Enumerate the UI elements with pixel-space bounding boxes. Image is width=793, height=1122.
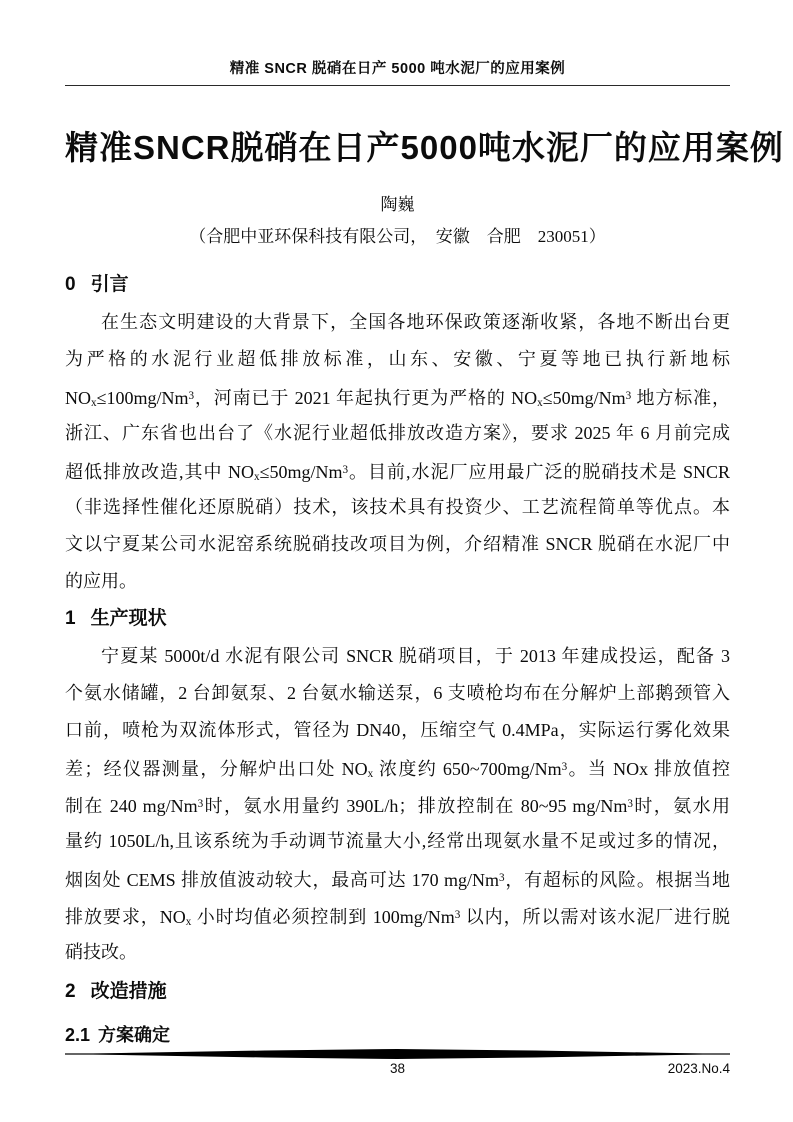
paragraph-intro (65, 304, 730, 600)
page-title: 精准SNCR脱硝在日产5000吨水泥厂的应用案例 (65, 129, 784, 166)
text-line: 量约 1050L/h,且该系统为手动调节流量大小,经常出现氨水量不足或过多的情况， (65, 831, 730, 851)
page-footer (65, 1049, 730, 1079)
section-label: 引言 (90, 274, 129, 295)
text-line: 口前，喷枪为双流体形式，管径为 DN40，压缩空气 0.4MPa，实际运行雾化效果 (65, 720, 730, 740)
text-line: 为严格的水泥行业超低排放标准，山东、安徽、宁夏等地已执行新地标 (65, 349, 730, 369)
running-header-title: 精准 SNCR 脱硝在日产 5000 吨水泥厂的应用案例 (229, 61, 566, 77)
text-line: 烟囱处 CEMS 排放值波动较大，最高可达 170 mg/Nm$^3$，有超标的风险。根据当地 (65, 870, 730, 891)
running-header (65, 0, 730, 86)
footer-text-row (65, 1061, 730, 1079)
page-number: 38 (389, 1061, 406, 1076)
text-line: 超低排放改造,其中 $NO_x\le 50mg/Nm^3$。目前,水泥厂应用最广泛的脱硝技术是 SNCR (65, 462, 730, 484)
text-line: 在生态文明建设的大背景下，全国各地环保政策逐渐收紧，各地不断出台更 (101, 312, 730, 332)
text-line: $NO_x\le 100mg/Nm^3$，河南已于 2021 年起执行更为严格的 $NO_x\le 50mg/Nm^3$ 地方标准， (65, 388, 730, 410)
text-line: 宁夏某 5000t/d 水泥有限公司 SNCR 脱硝项目，于 2013 年建成投运，配备 3 (101, 646, 730, 666)
text-line: 浙江、广东省也出台了《水泥行业超低排放改造方案》，要求 2025 年 6 月前完成 (65, 423, 730, 443)
section-heading-1 (65, 606, 730, 632)
text-line: （非选择性催化还原脱硝）技术，该技术具有投资少、工艺流程简单等优点。本 (65, 497, 730, 517)
issue-number: 2023.No.4 (667, 1061, 730, 1076)
section-label: 生产现状 (90, 608, 167, 629)
section-heading-0 (65, 272, 730, 298)
section-number: 0 (65, 274, 76, 295)
text-line: 文以宁夏某公司水泥窑系统脱硝技改项目为例，介绍精准 SNCR 脱硝在水泥厂中 (65, 534, 730, 554)
section-number: 1 (65, 608, 76, 629)
paragraph-status (65, 638, 730, 971)
section-heading-2 (65, 979, 730, 1005)
section-number: 2 (65, 981, 76, 1002)
text-line: 排放要求，$NO_x$ 小时均值必须控制到 100mg/Nm$^3$ 以内，所以需对该水泥厂进行脱 (65, 907, 730, 929)
section-number: 2.1 (65, 1025, 91, 1045)
section-heading-2-1 (65, 1022, 730, 1048)
text-line: 硝技改。 (65, 942, 137, 962)
affiliation: （合肥中亚环保科技有限公司， 安徽 合肥 230051） (189, 227, 606, 246)
text-line: 个氨水储罐，2 台卸氨泵、2 台氨水输送泵，6 支喷枪均布在分解炉上部鹅颈管入 (65, 683, 730, 703)
text-line: 制在 240 mg/Nm$^3$时，氨水用量约 390L/h；排放控制在 80~95 mg/Nm$^3$时，氨水用 (65, 796, 730, 817)
text-line: 差；经仪器测量，分解炉出口处 $NO_x$ 浓度约 650~700mg/Nm$^3$。当 NOx 排放值控 (65, 759, 730, 781)
footer-rule-bar (65, 1049, 730, 1059)
section-label: 方案确定 (98, 1025, 171, 1045)
section-label: 改造措施 (90, 981, 167, 1002)
author-name: 陶巍 (380, 195, 415, 214)
text-line: 的应用。 (65, 571, 137, 591)
